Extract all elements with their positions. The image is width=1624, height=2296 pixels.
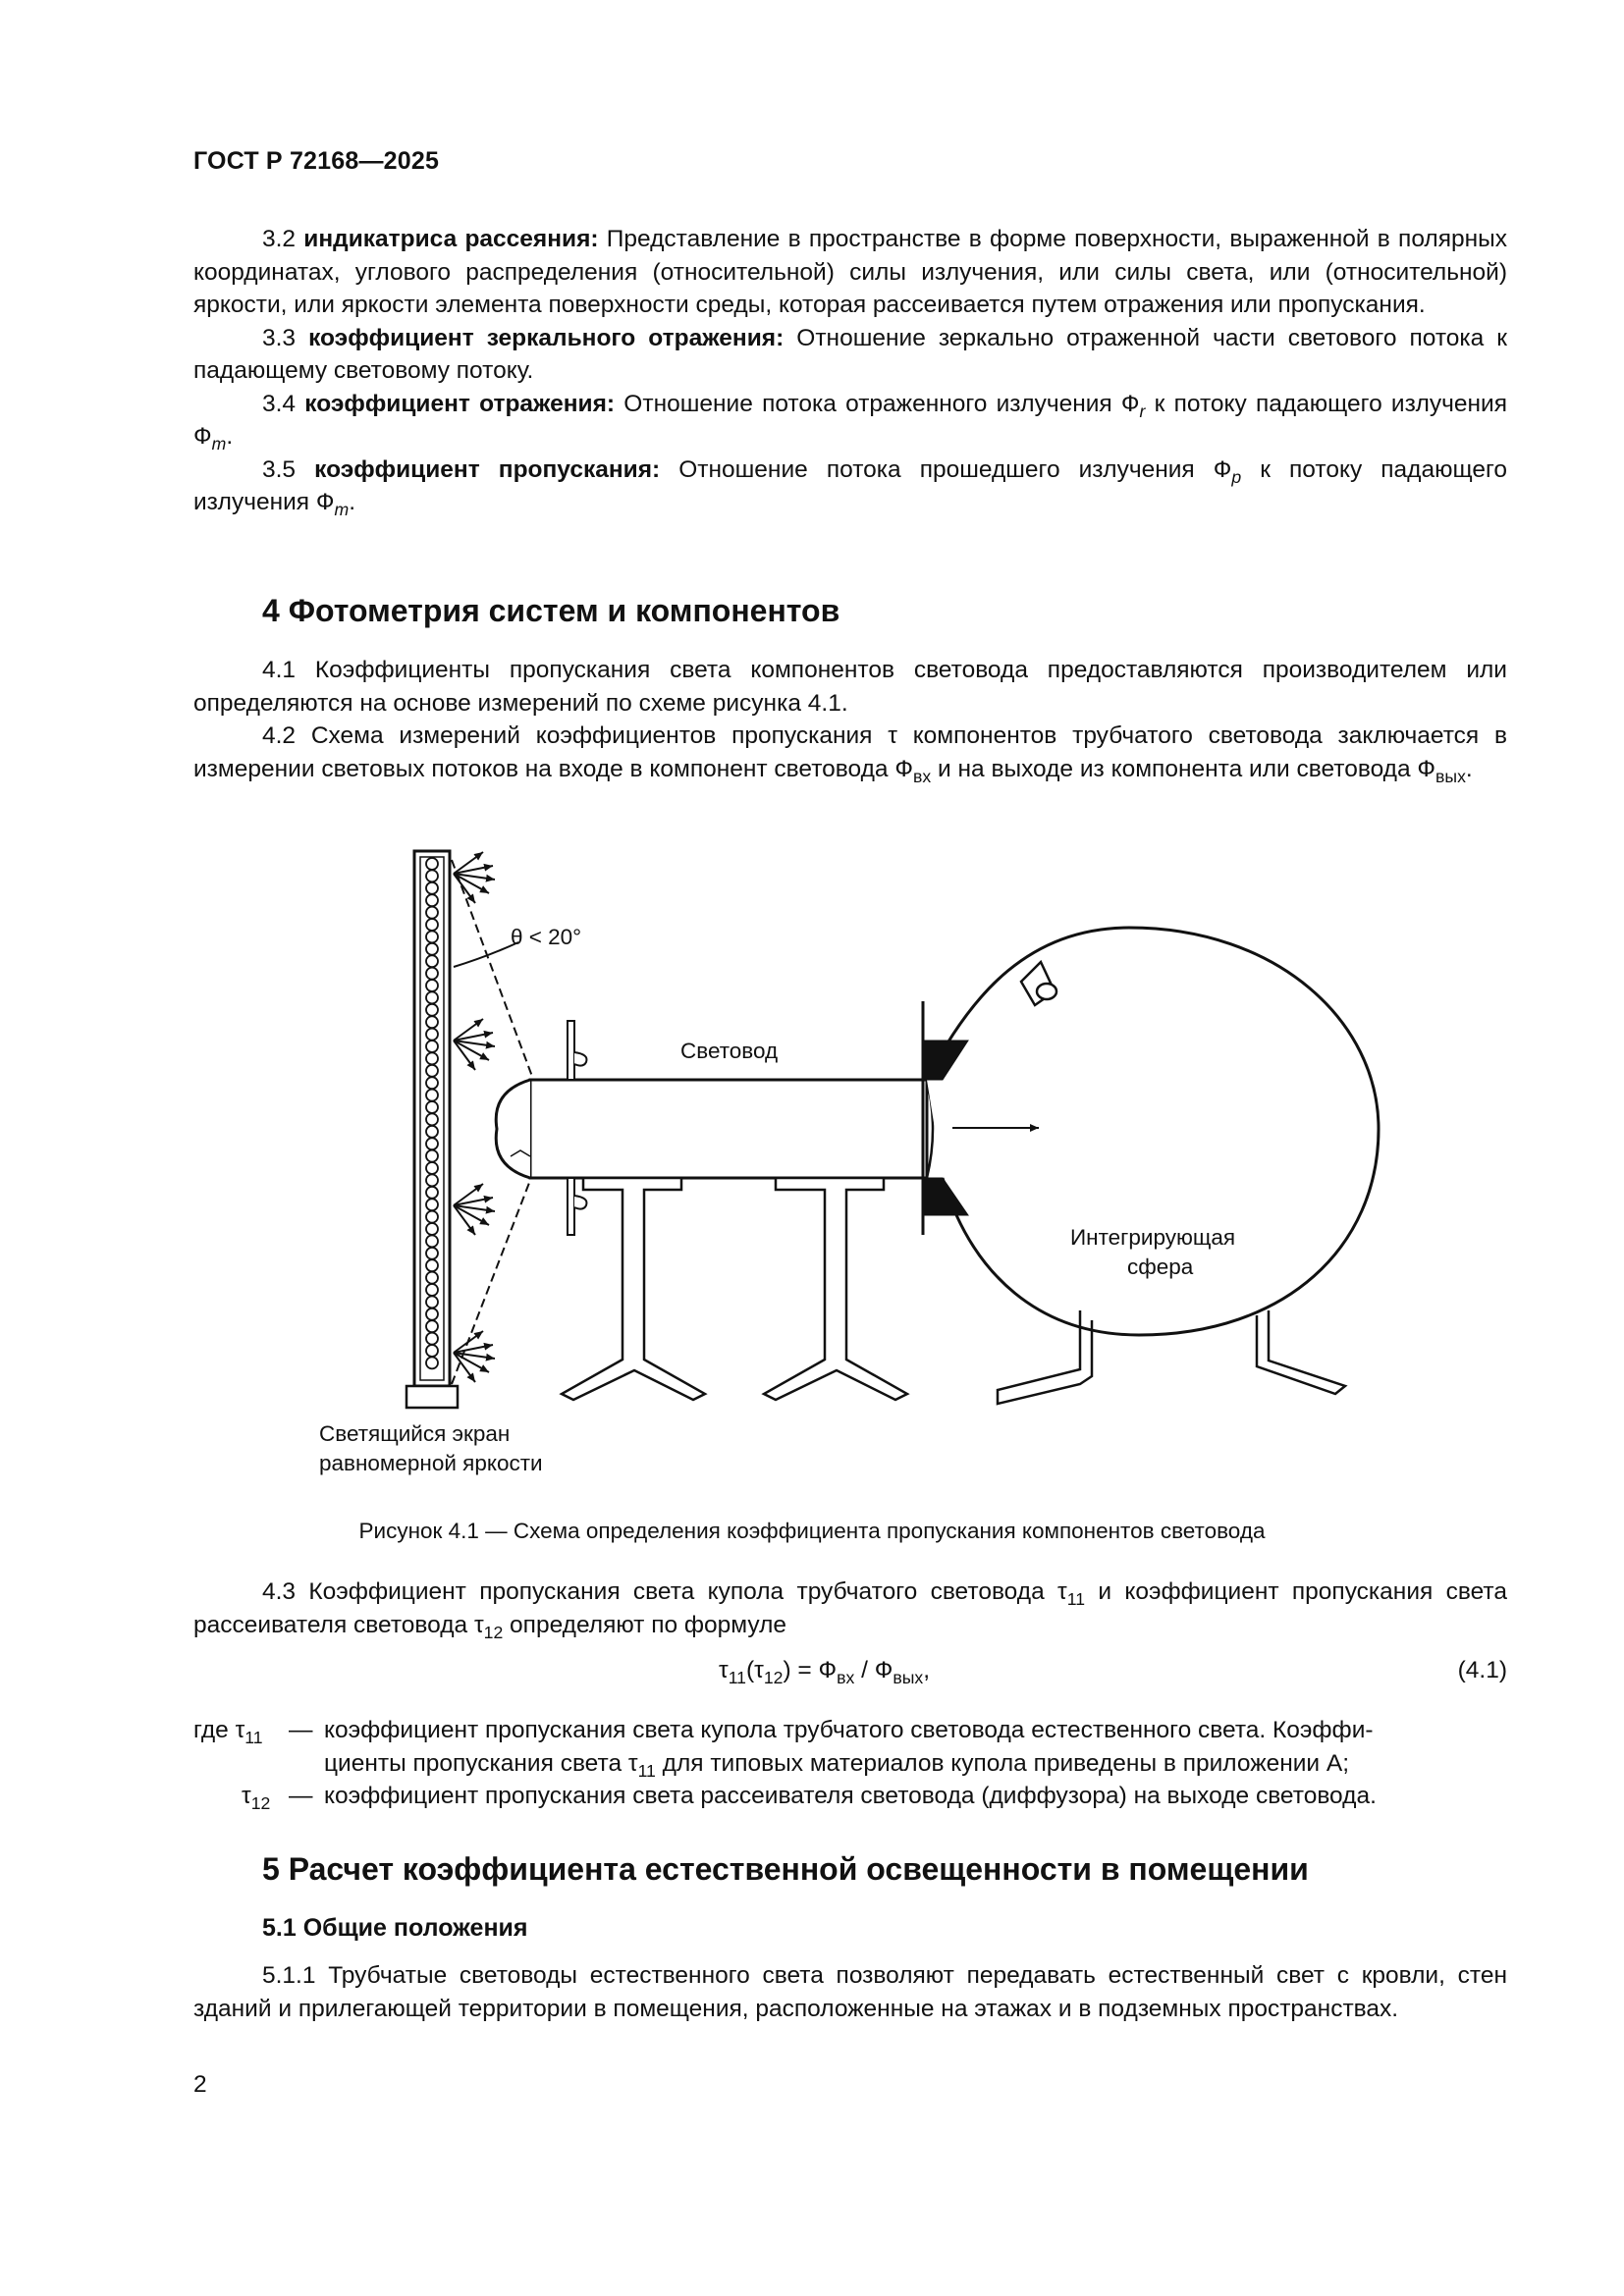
term-3-4: 3.4 коэффициент отражения: Отношение потока отраженного излучения $Ф_r$ к потоку падающего излучения $Ф_m$.	[193, 390, 1507, 454]
light-guide-label: Световод	[680, 1039, 779, 1063]
term-name: коэффициент пропускания:	[314, 455, 661, 483]
where-item-tau11: коэффициент пропускания света купола трубчатого световода естественного света. Коэффи- циенты пропускания света $\tau_{11}$ для типовых материалов купола приведены в приложении А;	[324, 1717, 1374, 1781]
sphere-label-line1: Интегрирующая	[1070, 1225, 1236, 1250]
term-3-2: 3.2 индикатриса рассеяния: Представление в пространстве в форме поверхности, выраженной в полярных координатах, углового распределения (относительной) силы излучения, или силы света, или (относительной) яркости, или яркости элемента поверхности среды, которая рассеивается путем отражения или пропускания.	[193, 226, 1507, 318]
section-4-heading: 4 Фотометрия систем и компонентов	[262, 593, 840, 628]
paragraph-5-1-1: 5.1.1 Трубчатые световоды естественного света позволяют передавать естественный свет с кровли, стен зданий и прилегающей территории в помещения, расположенные на этажах и в подземных пространствах.	[193, 1962, 1507, 2022]
subsection-5-1-heading: 5.1 Общие положения	[262, 1914, 528, 1942]
emission-ray	[454, 1041, 475, 1070]
emission-ray	[454, 1205, 475, 1235]
term-name: индикатриса рассеяния:	[303, 226, 599, 252]
luminous-screen	[406, 851, 458, 1408]
term-3-5: 3.5 коэффициент пропускания: Отношение потока прошедшего излучения $Ф_p$ к потоку падающего излучения $Ф_m$.	[193, 455, 1507, 520]
paragraph-4-2: 4.2 Схема измерений коэффициентов пропускания τ компонентов трубчатого световода заключается в измерении световых потоков на входе в компонент световода $Ф_{вх}$ и на выходе из компонента или световода $Ф_{вых}$.	[193, 722, 1507, 786]
screen-label-line2: равномерной яркости	[319, 1451, 543, 1475]
where-symbol-tau12: $\tau_{12}$	[242, 1783, 271, 1814]
emission-ray	[454, 874, 475, 903]
where-dash-1: —	[289, 1717, 313, 1743]
emission-ray	[454, 1353, 475, 1382]
tube-stands	[562, 1178, 907, 1400]
section-5-heading: 5 Расчет коэффициента естественной освещенности в помещении	[262, 1851, 1309, 1887]
integrating-sphere	[923, 928, 1379, 1404]
page-number: 2	[193, 2071, 207, 2098]
formula-number: (4.1)	[1457, 1657, 1507, 1683]
screen-label-line1: Светящийся экран	[319, 1421, 511, 1446]
standard-header: ГОСТ Р 72168—2025	[193, 147, 440, 175]
term-3-3: 3.3 коэффициент зеркального отражения: Отношение зеркально отраженной части светового потока к падающему световому потоку.	[193, 324, 1508, 384]
term-name: коэффициент отражения:	[304, 390, 616, 417]
where-dash-2: —	[289, 1783, 313, 1809]
paragraph-4-1: 4.1 Коэффициенты пропускания света компонентов световода предоставляются производителем или определяются на основе измерений по схеме рисунка 4.1.	[193, 657, 1507, 717]
term-name: коэффициент зеркального отражения:	[308, 324, 785, 351]
formula-4-1: $\tau_{11}(\tau_{12}) = Ф_{вх} / Ф_{вых}$,	[719, 1657, 931, 1688]
sphere-label-line2: сфера	[1127, 1255, 1194, 1279]
where-prefix: где $\tau_{11}$	[193, 1717, 263, 1748]
where-item-tau12: коэффициент пропускания света рассеивателя световода (диффузора) на выходе световода.	[324, 1783, 1377, 1809]
emission-arrows	[454, 852, 495, 1382]
angle-label: θ < 20°	[511, 925, 582, 949]
paragraph-4-3: 4.3 Коэффициент пропускания света купола трубчатого световода $\tau_{11}$ и коэффициент пропускания света рассеивателя световода $\tau_{12}$ определяют по формуле	[193, 1578, 1507, 1642]
figure-caption: Рисунок 4.1 — Схема определения коэффициента пропускания компонентов световода	[358, 1519, 1266, 1543]
